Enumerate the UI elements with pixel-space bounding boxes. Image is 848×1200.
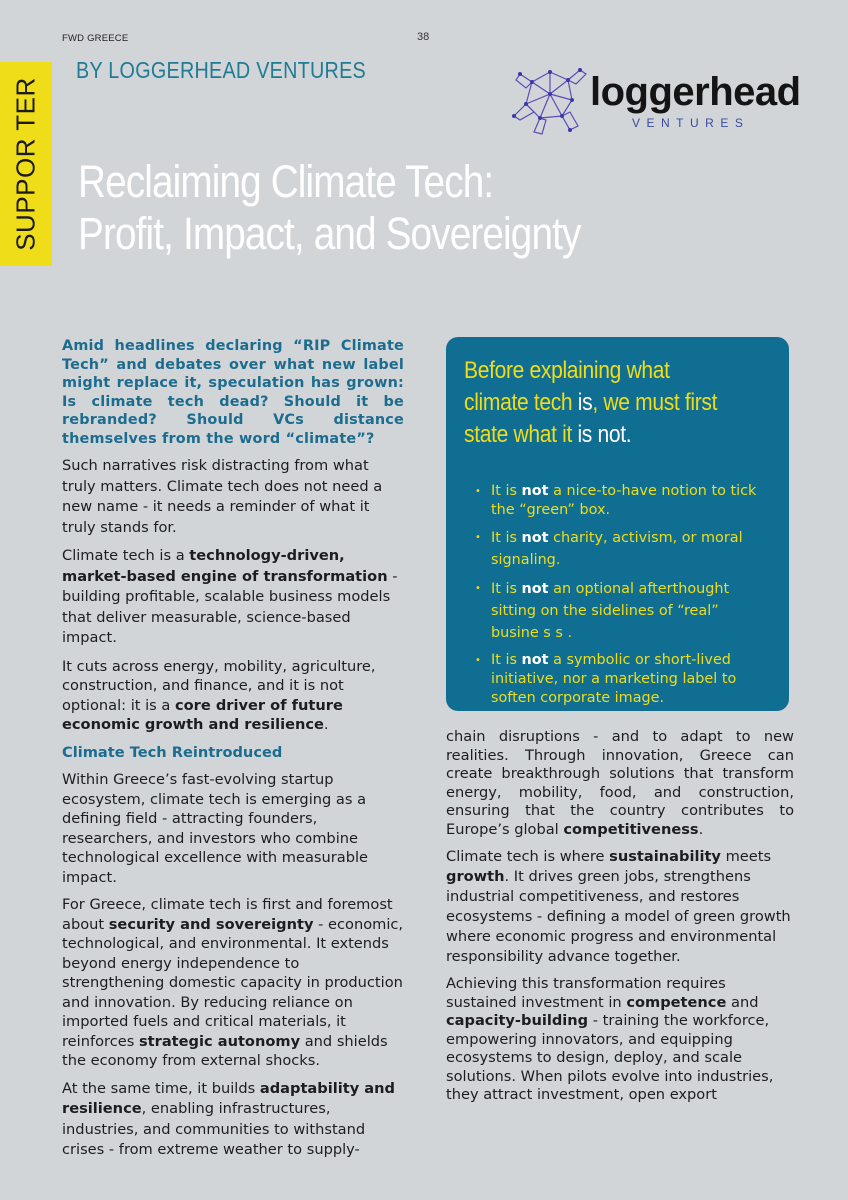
logo-wordmark: loggerhead bbox=[590, 70, 801, 114]
list-item: • It is not an optional afterthought sitting on the sidelines of “real” busine s s . bbox=[464, 578, 769, 644]
list-item: • It is not charity, activism, or moral signaling. bbox=[464, 527, 769, 571]
right-column bbox=[446, 728, 794, 1113]
list-item: • It is not a nice-to-have notion to tick the “green” box. bbox=[475, 483, 757, 518]
paragraph: For Greece, climate tech is first and foremost about security and sovereignty - economic, technological, and environmental. It extends beyond energy independence to strengthening domestic capacity in production and innovation. By reducing reliance on imported fuels and critical materials, it reinforces strategic autonomy and shields the economy from external shocks. bbox=[62, 896, 404, 1069]
bullet-icon: • bbox=[475, 583, 481, 594]
article-title bbox=[78, 156, 581, 260]
paragraph: chain disruptions - and to adapt to new realities. Through innovation, Greece can create breakthrough solutions that transform energy, mobility, food, and construction, ensuring that the country contributes to Europe’s global competitiveness. bbox=[446, 728, 794, 838]
title-line-1: Reclaiming Climate Tech: bbox=[78, 156, 494, 207]
byline: BY LOGGERHEAD VENTURES bbox=[76, 57, 366, 83]
section-subheading: Climate Tech Reintroduced bbox=[62, 743, 283, 761]
paragraph: Climate tech is a technology-driven, market-based engine of transformation - building profitable, scalable business models that deliver measurable, science-based impact. bbox=[62, 547, 398, 646]
publication-name: FWD GREECE bbox=[62, 33, 129, 44]
callout-list bbox=[464, 482, 769, 715]
section-tab-label: SUPPOR TER bbox=[10, 77, 41, 251]
paragraph: At the same time, it builds adaptability and resilience, enabling infrastructures, industries, and communities to withstand crises - from extreme weather to supply- bbox=[62, 1079, 395, 1158]
loggerhead-logo bbox=[510, 60, 800, 140]
callout-heading: Before explaining what climate tech is, we must first state what it is not. bbox=[464, 357, 718, 448]
bullet-icon: • bbox=[475, 486, 481, 497]
paragraph: Climate tech is where sustainability meets growth. It drives green jobs, strengthens industrial competitiveness, and restores ecosystems - defining a model of green growth where economic progress and environmental responsibility advance together. bbox=[446, 848, 791, 965]
paragraph: It cuts across energy, mobility, agriculture, construction, and finance, and it is not optional: it is a core driver of future economic growth and resilience. bbox=[62, 657, 376, 733]
left-column bbox=[62, 337, 404, 1169]
paragraph: Achieving this transformation requires sustained investment in competence and capacity-building - training the workforce, empowering innovators, and equipping ecosystems to design, deploy, and scale solutions. When pilots evolve into industries, they attract investment, open export bbox=[446, 975, 774, 1103]
bullet-icon: • bbox=[475, 532, 481, 543]
lead-paragraph: Amid headlines declaring “RIP Climate Tech” and debates over what new label might replace it, speculation has grown: Is climate tech dead? Should it be rebranded? Should VCs distance themselves from the word “climate”? bbox=[62, 338, 404, 447]
title-line-2: Profit, Impact, and Sovereignty bbox=[78, 208, 581, 259]
section-tab bbox=[0, 62, 52, 266]
paragraph: Within Greece’s fast-evolving startup ecosystem, climate tech is emerging as a defining field - attracting founders, researchers, and investors who combine technological excellence with measurable impact. bbox=[62, 771, 369, 886]
list-item: • It is not a symbolic or short-lived initiative, nor a marketing label to soften corporate image. bbox=[475, 652, 737, 706]
page-number: 38 bbox=[417, 31, 430, 43]
turtle-icon bbox=[510, 60, 590, 140]
bullet-icon: • bbox=[475, 655, 481, 666]
logo-subtitle: VENTURES bbox=[632, 116, 750, 130]
paragraph: Such narratives risk distracting from what truly matters. Climate tech does not need a new name - it needs a reminder of what it truly stands for. bbox=[62, 457, 383, 536]
callout-box bbox=[446, 337, 789, 711]
